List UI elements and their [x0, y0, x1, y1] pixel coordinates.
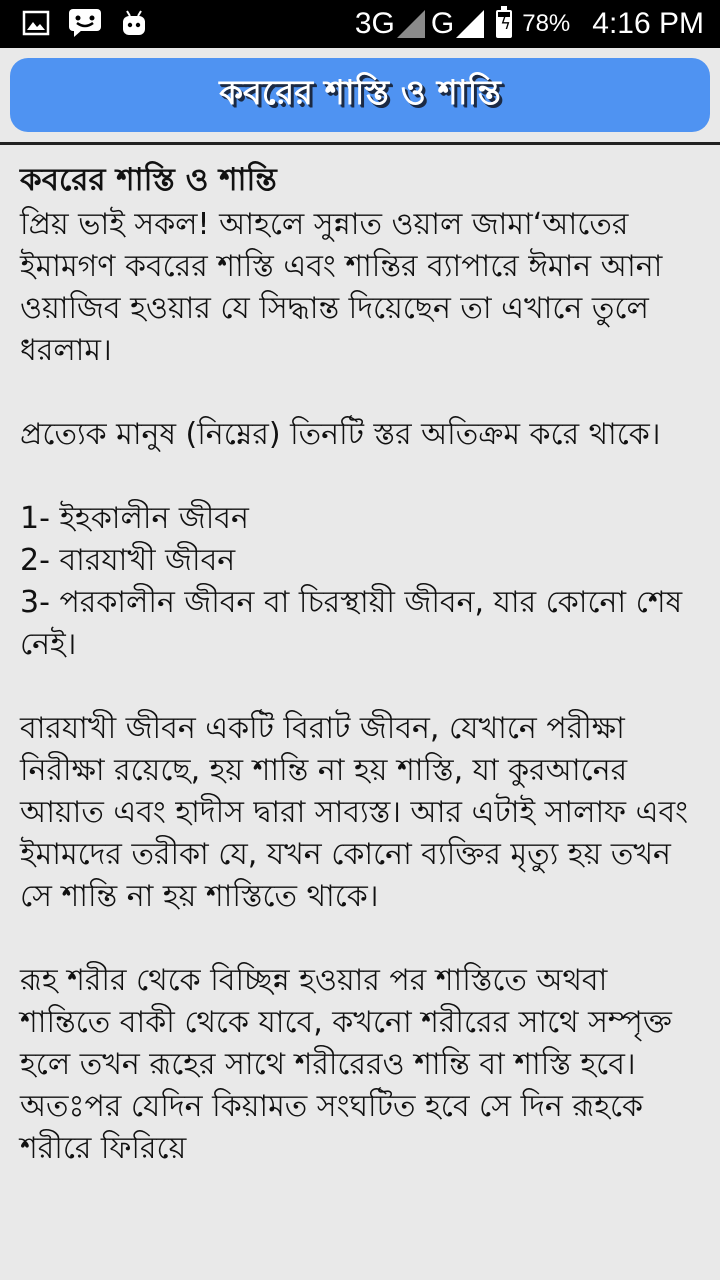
network-g-label: G [430, 7, 455, 40]
article-title: কবরের শাস্তি ও শান্তি [20, 162, 277, 198]
signal-strength-icon [397, 10, 425, 38]
article-paragraph: বারযাখী জীবন একটি বিরাট জীবন, যেখানে পরীক্ষা নিরীক্ষা রয়েছে, হয় শান্তি না হয় শাস্তি, যা কুরআনের আয়াত এবং হাদীস দ্বারা সাব্যস্ত। আর এটাই সালাফ এবং ইমামদের তরীকা যে, যখন কোনো ব্যক্তির মৃত্যু হয় তখন সে শান্তি না হয় শাস্তিতে থাকে। [20, 711, 689, 914]
app-header [10, 58, 710, 132]
article-body[interactable] [20, 158, 702, 1212]
article-paragraph: প্রিয় ভাই সকল! আহলে সুন্নাত ওয়াল জামা‘আতের ইমামগণ কবরের শাস্তি এবং শান্তির ব্যাপারে ঈমান আনা ওয়াজিব হওয়ার যে সিদ্ধান্ত দিয়েছেন তা এখানে তুলে ধরলাম। [20, 207, 663, 368]
charging-icon: ϟ [500, 14, 511, 33]
clock: 4:16 PM [592, 7, 704, 40]
page-title: কবরের শাস্তি ও শান্তি [219, 72, 501, 113]
list-item: 2- বারযাখী জীবন [20, 543, 236, 578]
image-icon [22, 9, 50, 37]
signal-strength-icon-2 [456, 10, 484, 38]
network-3g-label: 3G [354, 7, 395, 40]
header-divider [0, 142, 720, 145]
battery-icon [496, 10, 512, 38]
system-status [355, 0, 704, 48]
life-stages-list [20, 498, 702, 666]
article-paragraph: রূহ শরীর থেকে বিচ্ছিন্ন হওয়ার পর শাস্তিতে অথবা শান্তিতে বাকী থেকে যাবে, কখনো শরীরের সাথে সম্পৃক্ত হলে তখন রূহের সাথে শরীরেরও শান্তি বা শাস্তি হবে। অতঃপর যেদিন কিয়ামত সংঘটিত হবে সে দিন রূহকে শরীরে ফিরিয়ে [20, 963, 672, 1166]
messenger-icon [68, 8, 102, 38]
notification-icons [22, 8, 166, 38]
list-item: 3- পরকালীন জীবন বা চিরস্থায়ী জীবন, যার কোনো শেষ নেই। [20, 585, 683, 662]
list-item: 1- ইহকালীন জীবন [20, 501, 249, 536]
article-paragraph: প্রত্যেক মানুষ (নিম্নের) তিনটি স্তর অতিক্রম করে থাকে। [20, 417, 661, 452]
status-bar [0, 0, 720, 48]
android-icon [120, 9, 148, 37]
battery-percent: 78% [522, 10, 571, 37]
